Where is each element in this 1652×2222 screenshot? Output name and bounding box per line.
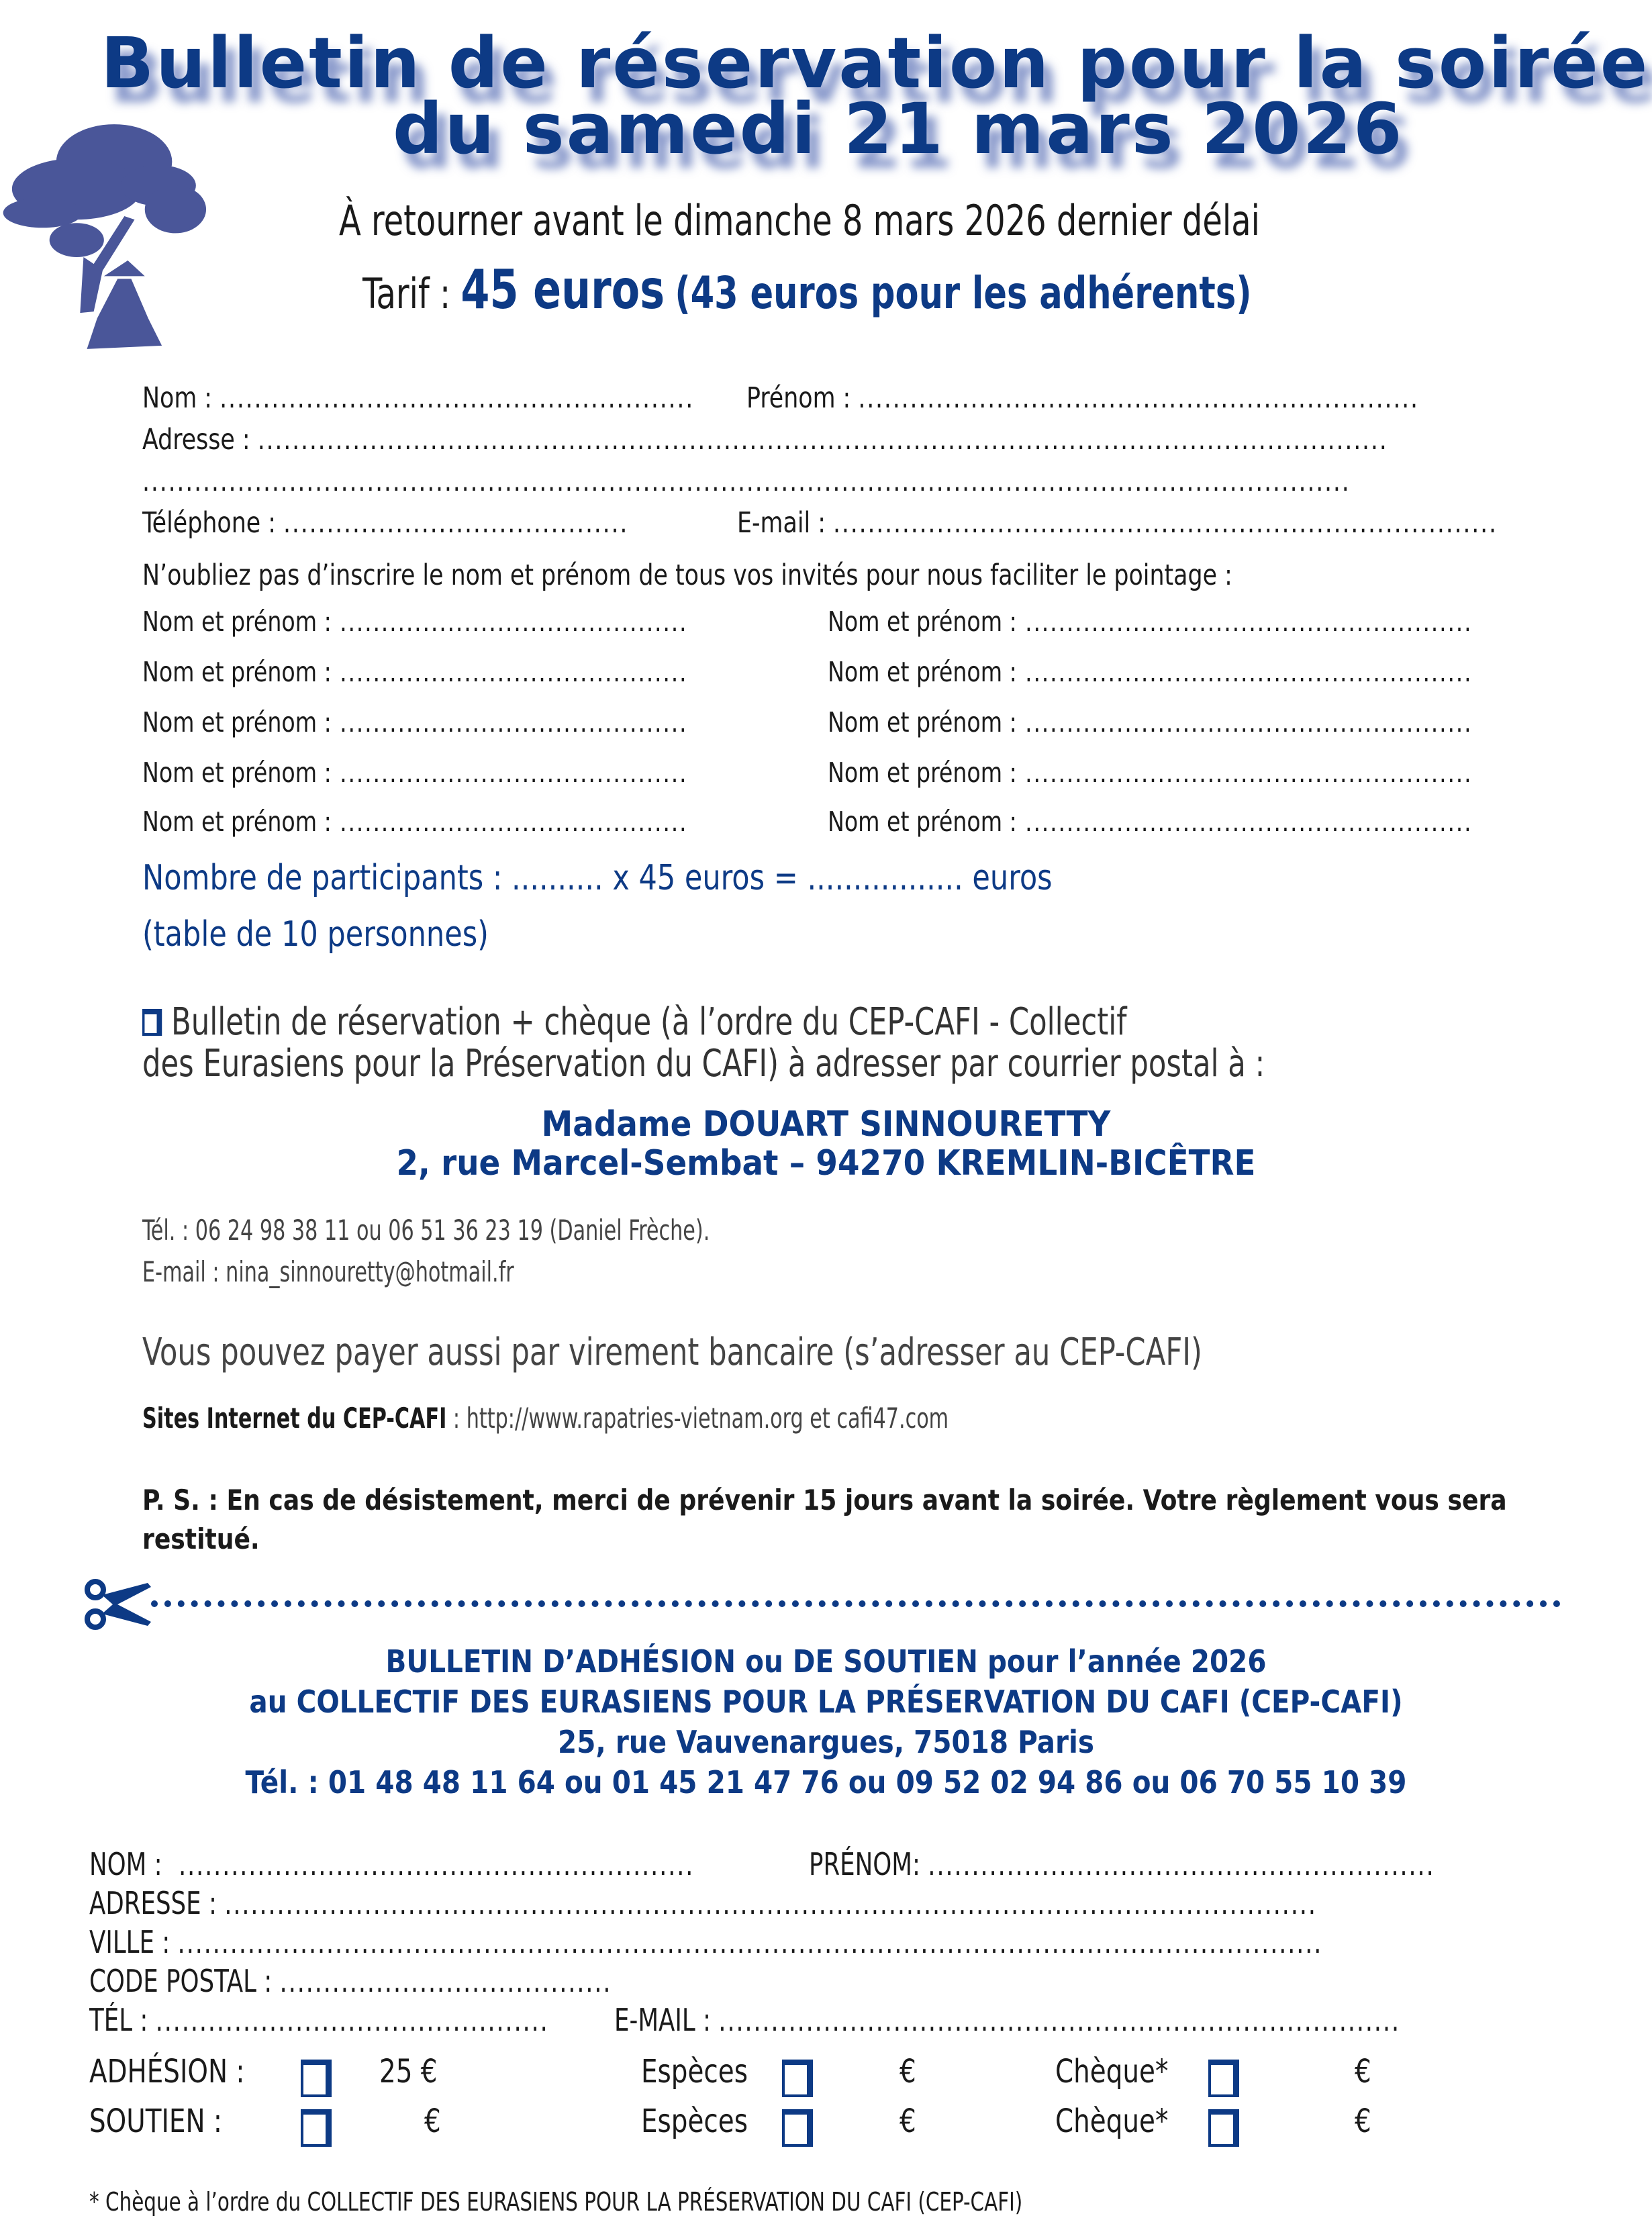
option-label: SOUTIEN : — [89, 2103, 222, 2140]
guest-label: Nom et prénom : — [142, 606, 332, 638]
tarif-line — [362, 258, 1252, 321]
membership-code-postal-field[interactable]: CODE POSTAL : ...................................... — [89, 1963, 612, 1999]
guest-name-field[interactable]: Nom et prénom : .......................................... — [142, 757, 688, 789]
participants-label: Nombre de participants : — [142, 858, 503, 898]
guest-name-field[interactable]: Nom et prénom : ...................................................... — [828, 806, 1473, 838]
especes-checkbox-icon[interactable] — [782, 2109, 813, 2147]
telephone-label: Téléphone : — [142, 506, 276, 540]
membership-prenom-label: PRÉNOM: — [809, 1846, 921, 1882]
membership-prenom-field[interactable]: PRÉNOM: .......................................................... — [809, 1846, 1435, 1882]
guest-label: Nom et prénom : — [828, 806, 1017, 838]
guest-label: Nom et prénom : — [828, 757, 1017, 789]
membership-address: 25, rue Vauvenargues, 75018 Paris — [558, 1724, 1094, 1760]
recipient-name: Madame DOUART SINNOURETTY — [541, 1104, 1111, 1145]
guest-name-field[interactable]: Nom et prénom : .......................................... — [142, 806, 688, 838]
membership-title-line1: BULLETIN D’ADHÉSION ou DE SOUTIEN pour l’année 2026 — [385, 1643, 1267, 1680]
cheque-label: Chèque* — [1055, 2103, 1169, 2140]
option-checkbox-icon[interactable] — [301, 2060, 332, 2097]
guest-label: Nom et prénom : — [142, 806, 332, 838]
membership-adresse-label: ADRESSE : — [89, 1885, 217, 1921]
nom-field[interactable]: Nom : ....................................................... — [142, 381, 695, 415]
table-note: (table de 10 personnes) — [142, 914, 489, 955]
payment-instructions-line1 — [142, 1000, 1126, 1044]
guest-name-field[interactable]: Nom et prénom : .......................................... — [142, 606, 688, 638]
guest-label: Nom et prénom : — [142, 656, 332, 688]
cheque-unit: € — [1355, 2053, 1371, 2090]
guest-name-field[interactable]: Nom et prénom : ...................................................... — [828, 757, 1473, 789]
participants-line — [142, 858, 1053, 898]
telephone-field[interactable]: Téléphone : ........................................ — [142, 506, 629, 540]
ps-note-line2: restitué. — [142, 1523, 260, 1555]
cheque-footnote: * Chèque à l’ordre du COLLECTIF DES EURASIENS POUR LA PRÉSERVATION DU CAFI (CEP-CAFI) — [89, 2187, 1023, 2217]
websites-links[interactable]: : http://www.rapatries-vietnam.org et cafi47.com — [446, 1402, 949, 1435]
membership-nom-label: NOM : — [89, 1846, 162, 1882]
adresse-line2-field[interactable]: ............................................................................................................................................ — [142, 465, 1351, 498]
guest-name-field[interactable]: Nom et prénom : .......................................... — [142, 656, 688, 688]
adresse-label: Adresse : — [142, 423, 250, 456]
contact-phone: Tél. : 06 24 98 38 11 ou 06 51 36 23 19 (Daniel Frèche). — [142, 1214, 710, 1247]
tarif-members: (43 euros pour les adhérents) — [675, 267, 1252, 319]
option-amount: 25 € — [379, 2053, 438, 2090]
option-label: ADHÉSION : — [89, 2053, 245, 2090]
cut-dotted-line — [151, 1600, 1561, 1607]
email-label: E-mail : — [737, 506, 826, 540]
participants-count-input[interactable]: .......... — [512, 858, 603, 898]
membership-email-field[interactable]: E-MAIL : .............................................................................. — [614, 2002, 1400, 2038]
tree-with-figure-icon — [0, 121, 222, 352]
guest-label: Nom et prénom : — [828, 706, 1017, 738]
guests-instruction: N’oubliez pas d’inscrire le nom et prénom de tous vos invités pour nous faciliter le pointage : — [142, 559, 1232, 592]
cheque-unit: € — [1355, 2103, 1371, 2140]
membership-tel-field[interactable]: TÉL : ............................................. — [89, 2002, 549, 2038]
guest-name-field[interactable]: Nom et prénom : ...................................................... — [828, 706, 1473, 738]
membership-nom-field[interactable]: NOM : ........................................................... — [89, 1846, 695, 1882]
option-amount: € — [424, 2103, 441, 2140]
membership-email-label: E-MAIL : — [614, 2002, 711, 2038]
checkbox-icon[interactable] — [142, 1009, 162, 1036]
membership-tel-label: TÉL : — [89, 2002, 148, 2038]
participants-total-input[interactable]: ................. — [807, 858, 963, 898]
participants-unit: euros — [972, 858, 1053, 898]
especes-unit: € — [900, 2103, 916, 2140]
deadline-text: À retourner avant le dimanche 8 mars 2026 dernier délai — [339, 196, 1260, 245]
websites-line — [142, 1402, 949, 1435]
especes-label: Espèces — [641, 2053, 748, 2090]
guest-name-field[interactable]: Nom et prénom : ...................................................... — [828, 656, 1473, 688]
contact-email[interactable]: E-mail : nina_sinnouretty@hotmail.fr — [142, 1255, 514, 1288]
guest-label: Nom et prénom : — [828, 656, 1017, 688]
websites-label: Sites Internet du CEP-CAFI — [142, 1402, 447, 1435]
cheque-checkbox-icon[interactable] — [1208, 2109, 1239, 2147]
membership-code-postal-label: CODE POSTAL : — [89, 1963, 273, 1999]
especes-checkbox-icon[interactable] — [782, 2060, 813, 2097]
tarif-price: 45 euros — [460, 258, 665, 321]
membership-adresse-field[interactable]: ADRESSE : ............................................................................................................................. — [89, 1885, 1317, 1921]
membership-title-line2: au COLLECTIF DES EURASIENS POUR LA PRÉSERVATION DU CAFI (CEP-CAFI) — [249, 1684, 1403, 1720]
cheque-label: Chèque* — [1055, 2053, 1169, 2090]
especes-label: Espèces — [641, 2103, 748, 2140]
guest-label: Nom et prénom : — [142, 757, 332, 789]
membership-phones: Tél. : 01 48 48 11 64 ou 01 45 21 47 76 ou 09 52 02 94 86 ou 06 70 55 10 39 — [245, 1764, 1407, 1800]
prenom-field[interactable]: Prénom : ................................................................. — [746, 381, 1419, 415]
guest-name-field[interactable]: Nom et prénom : ...................................................... — [828, 606, 1473, 638]
option-checkbox-icon[interactable] — [301, 2109, 332, 2147]
nom-label: Nom : — [142, 381, 213, 415]
participants-multiplier: x 45 euros = — [612, 858, 798, 898]
instructions-text-1: Bulletin de réservation + chèque (à l’ordre du CEP-CAFI - Collectif — [171, 1000, 1127, 1044]
recipient-address: 2, rue Marcel-Sembat – 94270 KREMLIN-BICÊTRE — [396, 1143, 1256, 1184]
tarif-label: Tarif : — [362, 269, 451, 318]
membership-ville-label: VILLE : — [89, 1924, 171, 1960]
payment-instructions-line2: des Eurasiens pour la Préservation du CAFI) à adresser par courrier postal à : — [142, 1042, 1265, 1085]
scissors-icon — [81, 1578, 154, 1631]
page-title-line2: du samedi 21 mars 2026 — [393, 88, 1404, 170]
email-field[interactable]: E-mail : ............................................................................. — [737, 506, 1498, 540]
bank-transfer-note: Vous pouvez payer aussi par virement bancaire (s’adresser au CEP-CAFI) — [142, 1331, 1202, 1374]
guest-label: Nom et prénom : — [828, 606, 1017, 638]
page-title-line1: Bulletin de réservation pour la soirée — [101, 22, 1650, 104]
guest-label: Nom et prénom : — [142, 706, 332, 738]
prenom-label: Prénom : — [746, 381, 851, 415]
membership-ville-field[interactable]: VILLE : ................................................................................................................................... — [89, 1924, 1323, 1960]
adresse-field[interactable]: Adresse : ................................................................................................................................... — [142, 423, 1388, 456]
especes-unit: € — [900, 2053, 916, 2090]
guest-name-field[interactable]: Nom et prénom : .......................................... — [142, 706, 688, 738]
ps-note: P. S. : En cas de désistement, merci de prévenir 15 jours avant la soirée. Votre règlement vous sera — [142, 1484, 1507, 1516]
cheque-checkbox-icon[interactable] — [1208, 2060, 1239, 2097]
